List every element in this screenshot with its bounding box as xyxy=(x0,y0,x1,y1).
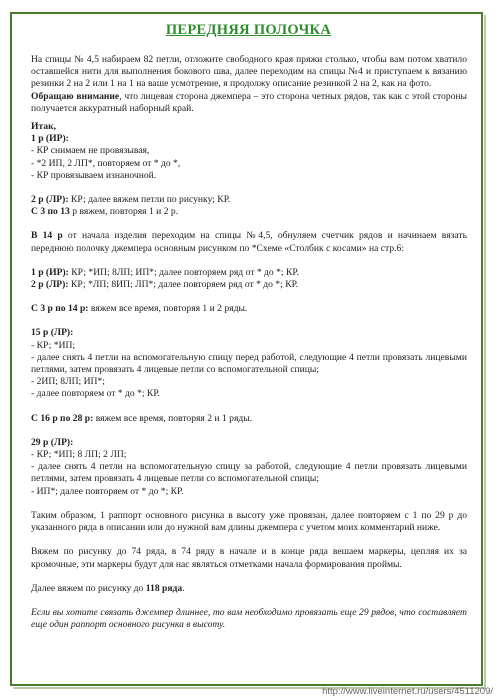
continue-paragraph xyxy=(31,583,467,595)
row3-text: р вяжем, повторяя 1 и 2 р. xyxy=(69,206,179,218)
row29-line: - далее снять 4 петли на вспомогательную спицу за работой, следующие 4 петли провязать лицевыми петлями, затем провязать 4 лицевые петли со вспомогательной спицы; xyxy=(31,461,467,485)
pattern-row3-14 xyxy=(31,303,467,315)
row29-line: - ИП*; далее повторяем от * до *; КР. xyxy=(31,485,184,497)
row29-label: 29 р (ЛР): xyxy=(31,436,74,448)
row15-line: - 2ИП; 8ЛП; ИП*; xyxy=(31,376,105,388)
row14-text: от начала изделия переходим на спицы №4,5, обнуляем счетчик рядов и начинаем вязать переднюю полочку джемпера основным рисунком по *Схеме «Столбик с косами» на стр.6: xyxy=(31,230,467,254)
document-body xyxy=(31,54,467,631)
row15-line: - далее повторяем от * до *; КР. xyxy=(31,388,160,400)
row1-line: - КР провязываем изнаночной. xyxy=(31,169,157,181)
pattern-row2-label: 2 р (ЛР): xyxy=(31,279,69,291)
pattern-row2-text: КР; *ЛП; 8ИП; ЛП*; далее повторяем ряд от * до *; КР. xyxy=(68,279,299,291)
row1-label: 1 р (ИР): xyxy=(31,133,69,145)
intro-paragraph: На спицы № 4,5 набираем 82 петли, отложите свободного края пряжи столько, чтобы вам потом хватило оставшейся нити для выполнения бокового шва, далее переходим на спицы №4 и приступаем к вязанию резинки 2 на 2 или 1 на 1 на ваше усмотрение, я продолжу описание резинкой 2 на 2, как на фото. xyxy=(31,54,467,90)
row15-line: - КР; *ИП; xyxy=(31,339,76,351)
itak-label: Итак, xyxy=(31,121,57,133)
pattern-row1 xyxy=(31,267,467,279)
attention-text: , что лицевая сторона джемпера – это сторона четных рядов, так как с этой стороны получается аккуратный наборный край. xyxy=(31,90,467,114)
row16-28-paragraph xyxy=(31,413,467,425)
row14-paragraph xyxy=(31,230,467,254)
footnote-paragraph: Если вы хотите связать джемпер длиннее, то вам необходимо провязать еще 29 рядов, что составляет еще один раппорт основного рисунка в высоту. xyxy=(31,606,467,631)
row16-28-text: вяжем все время, повторяя 2 и 1 ряды. xyxy=(93,412,253,424)
continue-pre: Далее вяжем по рисунку до xyxy=(31,582,146,594)
row3-label: С 3 по 13 xyxy=(31,206,70,218)
source-watermark: http://www.liveinternet.ru/users/4511209/ xyxy=(322,686,493,697)
pattern-row1-text: КР; *ИП; 8ЛП; ИП*; далее повторяем ряд от * до *; КР. xyxy=(68,266,299,278)
pattern-row2 xyxy=(31,279,467,291)
page-title: ПЕРЕДНЯЯ ПОЛОЧКА xyxy=(165,22,332,38)
pattern-row3-14-label: С 3 р по 14 р: xyxy=(31,303,89,315)
row2-text: КР; далее вяжем петли по рисунку; КР. xyxy=(68,194,231,206)
row3-paragraph xyxy=(31,206,467,218)
pattern-row1-label: 1 р (ИР): xyxy=(31,266,69,278)
continue-post: . xyxy=(182,582,185,594)
pattern-row3-14-text: вяжем все время, повторяя 1 и 2 ряды. xyxy=(88,303,248,315)
row29-line: - КР; *ИП; 8 ЛП; 2 ЛП; xyxy=(31,449,127,461)
row1-line: - КР снимаем не провязывая, xyxy=(31,145,150,157)
row1-line: - *2 ИП, 2 ЛП*, повторяем от * до *, xyxy=(31,157,181,169)
row14-label: В 14 р xyxy=(31,230,63,242)
row15-line: - далее снять 4 петли на вспомогательную спицу перед работой, следующие 4 петли провязать лицевыми петлями, затем провязать 4 лицевые петли со вспомогательной спицы; xyxy=(31,351,467,376)
continue-row-count: 118 ряда xyxy=(145,582,183,594)
row2-label: 2 р (ЛР): xyxy=(31,194,69,206)
row15-label: 15 р (ЛР): xyxy=(31,327,74,339)
attention-label: Обращаю внимание xyxy=(31,90,120,102)
attention-paragraph xyxy=(31,91,467,115)
summary-paragraph: Таким образом, 1 раппорт основного рисунка в высоту уже провязан, далее повторяем с 1 по 29 р до указанного ряда в описании или до нужной вам длины джемпера с учетом моих комментарий ниже. xyxy=(31,509,467,534)
row2-paragraph xyxy=(31,194,467,206)
row16-28-label: С 16 р по 28 р: xyxy=(31,412,94,424)
markers-paragraph: Вяжем по рисунку до 74 ряда, в 74 ряду в начале и в конце ряда вешаем маркеры, цепляя их за кромочные, эти маркеры будут для нас являться отметками начала формирования проймы. xyxy=(31,546,467,570)
